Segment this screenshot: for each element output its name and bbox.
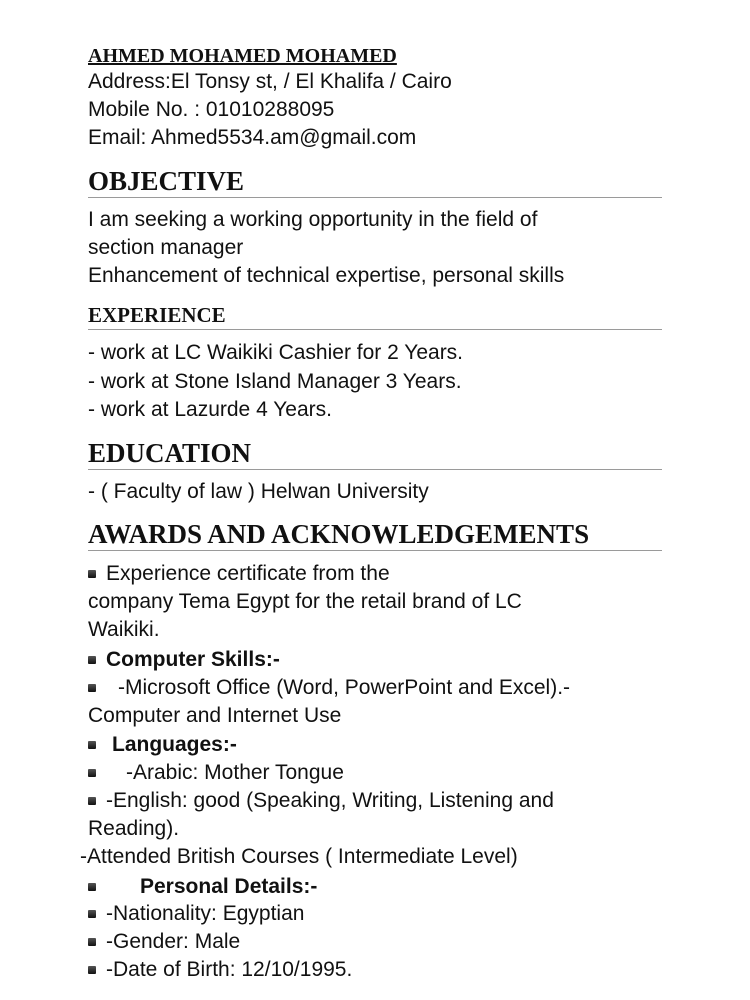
nationality-line — [88, 900, 304, 928]
bullet-icon — [88, 656, 96, 664]
experience-heading: EXPERIENCE — [88, 303, 226, 327]
bullet-icon — [88, 938, 96, 946]
objective-divider — [88, 197, 662, 198]
computer-skills-line: Computer and Internet Use — [88, 704, 342, 727]
experience-item: - work at Lazurde 4 Years. — [88, 398, 332, 421]
language-english — [88, 787, 554, 815]
personal-details-heading — [88, 873, 317, 901]
language-english-text: -English: good (Speaking, Writing, Listening and — [106, 789, 554, 812]
certificate-line: company Tema Egypt for the retail brand of LC — [88, 590, 522, 613]
objective-line: I am seeking a working opportunity in the field of — [88, 208, 538, 231]
language-english-continued: Reading). — [88, 817, 180, 840]
bullet-icon — [88, 741, 96, 749]
objective-line: section manager — [88, 236, 244, 259]
address-text: Address:El Tonsy st, / El Khalifa / Cairo — [88, 70, 452, 93]
computer-skills-heading — [88, 646, 280, 674]
language-arabic-text: -Arabic: Mother Tongue — [126, 761, 344, 784]
bullet-icon — [88, 797, 96, 805]
bullet-icon — [88, 966, 96, 974]
experience-item: - work at Stone Island Manager 3 Years. — [88, 370, 462, 393]
certificate-text: Experience certificate from the — [106, 562, 390, 585]
computer-skills-text: -Microsoft Office (Word, PowerPoint and Excel).- — [118, 676, 571, 699]
education-item: - ( Faculty of law ) Helwan University — [88, 480, 429, 503]
gender-text: -Gender: Male — [106, 930, 241, 953]
education-divider — [88, 469, 662, 470]
language-arabic — [88, 759, 344, 787]
gender-line — [88, 928, 240, 956]
bullet-icon — [88, 684, 96, 692]
dob-line — [88, 956, 352, 984]
email-text: Email: Ahmed5534.am@gmail.com — [88, 126, 417, 149]
languages-heading — [88, 731, 237, 759]
certificate-line — [88, 560, 390, 588]
computer-skills-heading-text: Computer Skills:- — [106, 648, 280, 671]
awards-divider — [88, 550, 662, 551]
bullet-icon — [88, 910, 96, 918]
bullet-icon — [88, 570, 96, 578]
bullet-icon — [88, 883, 96, 891]
objective-heading: OBJECTIVE — [88, 166, 245, 196]
experience-divider — [88, 329, 662, 330]
applicant-name: AHMED MOHAMED MOHAMED — [88, 45, 397, 67]
personal-details-heading-text: Personal Details:- — [140, 875, 318, 898]
computer-skills-line — [88, 674, 570, 702]
certificate-line: Waikiki. — [88, 618, 160, 641]
nationality-text: -Nationality: Egyptian — [106, 902, 305, 925]
experience-item: - work at LC Waikiki Cashier for 2 Years. — [88, 341, 464, 364]
languages-heading-text: Languages:- — [112, 733, 237, 756]
education-heading: EDUCATION — [88, 438, 252, 468]
courses-text: -Attended British Courses ( Intermediate Level) — [80, 845, 518, 868]
awards-heading: AWARDS AND ACKNOWLEDGEMENTS — [88, 519, 590, 549]
dob-text: -Date of Birth: 12/10/1995. — [106, 958, 353, 981]
objective-line: Enhancement of technical expertise, personal skills — [88, 264, 565, 287]
bullet-icon — [88, 769, 96, 777]
mobile-text: Mobile No. : 01010288095 — [88, 98, 335, 121]
